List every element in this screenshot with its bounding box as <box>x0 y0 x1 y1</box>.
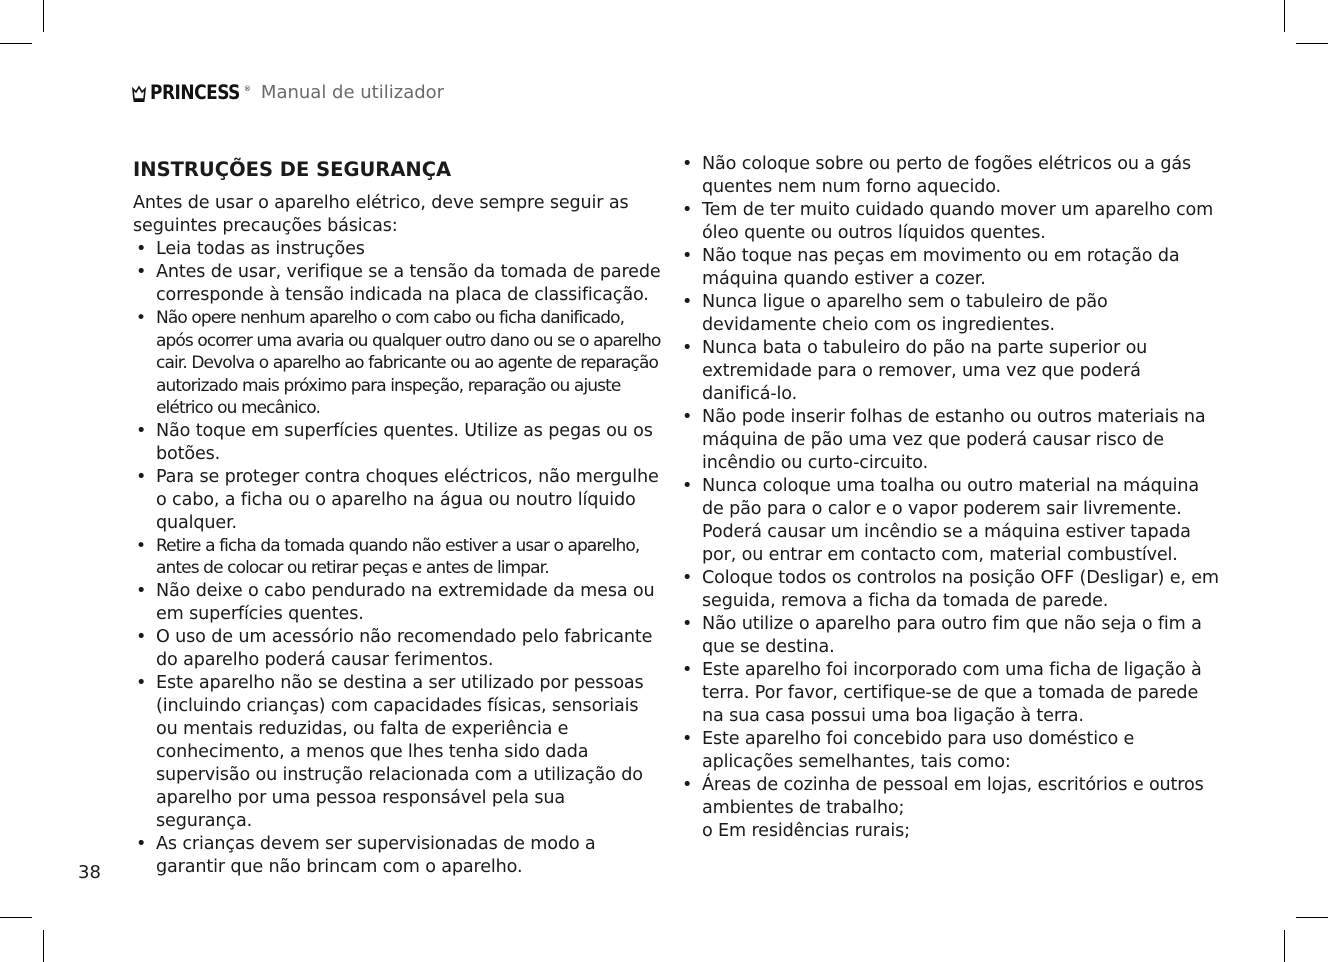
list-item: • Não deixe o cabo pendurado na extremidade da mesa ou em superfícies quentes. <box>133 580 663 626</box>
right-column <box>679 153 1219 843</box>
intro-text: Antes de usar o aparelho elétrico, deve sempre seguir as seguintes precauções básicas: <box>133 193 629 236</box>
crop-mark-top-left <box>43 0 44 32</box>
crop-mark-bottom-left <box>43 930 44 962</box>
crop-mark-top-right <box>1284 0 1285 32</box>
list-item: • Este aparelho foi concebido para uso doméstico e aplicações semelhantes, tais como: <box>679 728 1219 774</box>
list-item: • Não utilize o aparelho para outro fim que não seja o fim a que se destina. <box>679 613 1219 659</box>
list-item: • Coloque todos os controlos na posição OFF (Desligar) e, em seguida, remova a ficha da tomada de parede. <box>679 567 1219 613</box>
list-item: • Para se proteger contra choques eléctricos, não mergulhe o cabo, a ficha ou o aparelho na água ou noutro líquido qualquer. <box>133 466 663 535</box>
crop-mark-top-left-h <box>0 43 32 44</box>
list-item: • Antes de usar, verifique se a tensão da tomada de parede corresponde à tensão indicada na placa de classificação. <box>133 261 663 307</box>
list-item: • Nunca coloque uma toalha ou outro material na máquina de pão para o calor e o vapor poderem sair livremente. Poderá causar um incêndio se a máquina estiver tapada por, ou entrar em contacto com, material combustível. <box>679 475 1219 567</box>
crop-mark-bottom-right <box>1284 930 1285 962</box>
list-item: • Áreas de cozinha de pessoal em lojas, escritórios e outros ambientes de trabalho; <box>679 774 1219 820</box>
crop-mark-bottom-right-h <box>1296 917 1328 918</box>
list-item: • Não toque em superfícies quentes. Utilize as pegas ou os botões. <box>133 420 663 466</box>
list-item: • Não toque nas peças em movimento ou em rotação da máquina quando estiver a cozer. <box>679 245 1219 291</box>
list-item: • Este aparelho foi incorporado com uma ficha de ligação à terra. Por favor, certifique-se de que a tomada de parede na sua casa possui uma boa ligação à terra. <box>679 659 1219 728</box>
sub-item: o Em residências rurais; <box>702 821 910 841</box>
safety-list-right <box>679 153 1219 820</box>
left-column <box>133 153 663 879</box>
crop-mark-top-right-h <box>1296 43 1328 44</box>
list-item: • Não pode inserir folhas de estanho ou outros materiais na máquina de pão uma vez que poderá causar risco de incêndio ou curto-circuito. <box>679 406 1219 475</box>
list-item: • Tem de ter muito cuidado quando mover um aparelho com óleo quente ou outros líquidos quentes. <box>679 199 1219 245</box>
manual-subtitle: Manual de utilizador <box>260 82 445 103</box>
list-item: • O uso de um acessório não recomendado pelo fabricante do aparelho poderá causar ferimentos. <box>133 626 663 672</box>
page-number: 38 <box>78 862 101 883</box>
list-item: • Retire a ficha da tomada quando não estiver a usar o aparelho, antes de colocar ou retirar peças e antes de limpar. <box>133 535 663 580</box>
brand-logo <box>131 83 251 103</box>
list-item: • Este aparelho não se destina a ser utilizado por pessoas (incluindo crianças) com capacidades físicas, sensoriais ou mentais reduzidas, ou falta de experiência e conhecimento, a menos que lhes tenha sido dada supervisão ou instrução relacionada com a utilização do aparelho por uma pessoa responsável pela sua segurança. <box>133 672 663 833</box>
list-item: • Não opere nenhum aparelho o com cabo ou ficha danificado, após ocorrer uma avaria ou qualquer outro dano ou se o aparelho cair. Devolva o aparelho ao fabricante ou ao agente de reparação autorizado mais próximo para inspeção, reparação ou ajuste elétrico ou mecânico. <box>133 307 663 420</box>
crown-icon <box>131 83 147 103</box>
safety-list-left <box>133 238 663 879</box>
list-item: • Nunca ligue o aparelho sem o tabuleiro de pão devidamente cheio com os ingredientes. <box>679 291 1219 337</box>
section-heading: INSTRUÇÕES DE SEGURANÇA <box>133 158 452 181</box>
page-header <box>131 82 444 103</box>
list-item: • As crianças devem ser supervisionadas de modo a garantir que não brincam com o aparelho. <box>133 833 663 879</box>
list-item: • Não coloque sobre ou perto de fogões elétricos ou a gás quentes nem num forno aquecido. <box>679 153 1219 199</box>
list-item: • Nunca bata o tabuleiro do pão na parte superior ou extremidade para o remover, uma vez que poderá danificá-lo. <box>679 337 1219 406</box>
registered-mark: ® <box>243 84 251 93</box>
list-item: • Leia todas as instruções <box>133 238 663 261</box>
brand-name: PRINCESS <box>150 81 240 104</box>
crop-mark-bottom-left-h <box>0 917 32 918</box>
